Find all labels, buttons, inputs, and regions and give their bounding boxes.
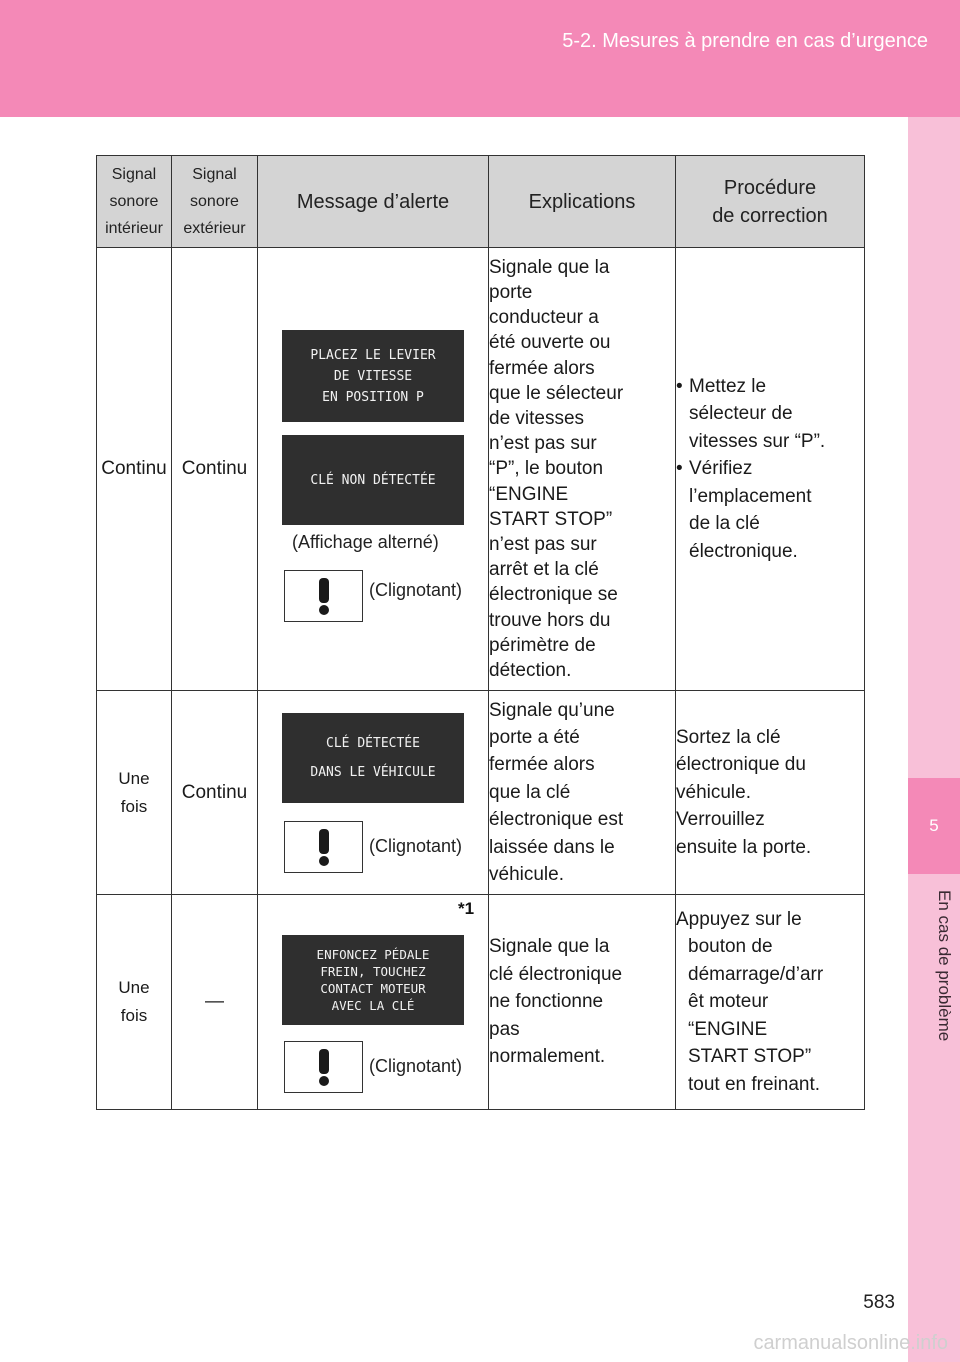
explanation-line: véhicule. (489, 864, 564, 886)
procedure-line: électronique. (689, 540, 798, 562)
explanation-line: Signale que la (489, 256, 610, 278)
section-title: 5-2. Mesures à prendre en cas d’urgence (562, 30, 928, 52)
explanation-line: que la clé (489, 781, 571, 803)
page-number: 583 (863, 1292, 895, 1313)
explanation-line: périmètre de (489, 634, 596, 656)
procedure-line: tout en freinant. (688, 1073, 821, 1095)
message-cell (258, 691, 489, 895)
blink-note: (Clignotant) (369, 1056, 463, 1076)
header-procedure-line: de correction (712, 204, 828, 227)
procedure-line: êt moteur (688, 991, 769, 1013)
blink-note: (Clignotant) (369, 836, 463, 856)
exterior-signal-cell: Continu (172, 691, 258, 895)
warning-exclamation-icon (307, 827, 341, 867)
table-row (97, 248, 865, 691)
warning-exclamation-icon (307, 1047, 341, 1087)
explanation-line: porte (489, 281, 533, 303)
warning-indicator (284, 1041, 363, 1093)
warning-exclamation-icon (307, 576, 341, 616)
lcd-display (282, 435, 464, 525)
procedure-cell (676, 895, 865, 1110)
explanation-line: “P”, le bouton (489, 458, 604, 480)
procedure-bullet (676, 455, 864, 565)
explanation-cell (489, 895, 676, 1110)
table-row (97, 895, 865, 1110)
footnote-mark: *1 (458, 899, 475, 918)
explanation-line: que le sélecteur (489, 382, 624, 404)
header-message (258, 156, 489, 248)
lcd-line: CONTACT MOTEUR (320, 981, 426, 996)
explanation-line: “ENGINE (489, 483, 569, 505)
lcd-line: EN POSITION P (322, 389, 424, 405)
lcd-display (282, 330, 464, 422)
header-exterior-line: extérieur (183, 220, 246, 237)
header-procedure-line: Procédure (723, 176, 817, 199)
explanation-line: Signale qu’une (489, 699, 615, 721)
procedure-cell (676, 691, 865, 895)
procedure-line: Vérifiez (689, 458, 753, 480)
lcd-line: PLACEZ LE LEVIER (310, 347, 436, 363)
explanation-line: n’est pas sur (489, 433, 597, 455)
header-exterior (172, 156, 258, 248)
procedure-line: sélecteur de (689, 403, 793, 425)
header-exterior-line: sonore (190, 193, 239, 210)
procedure-line: électronique du (676, 754, 806, 776)
interior-signal-cell (97, 895, 172, 1110)
header-explanations (489, 156, 676, 248)
warning-table (96, 155, 865, 1110)
procedure-line: l’emplacement (689, 485, 812, 507)
interior-signal-line: Une (118, 768, 150, 788)
side-tab-number: 5 (908, 778, 960, 874)
header-message-label: Message d’alerte (296, 190, 450, 213)
header-procedure (676, 156, 865, 248)
header-interior-line: intérieur (105, 220, 163, 237)
explanation-line: START STOP” (489, 508, 613, 530)
explanation-line: de vitesses (489, 407, 585, 429)
procedure-cell (676, 248, 865, 691)
procedure-line: Sortez la clé (676, 726, 781, 748)
alternate-note: (Affichage alterné) (292, 532, 439, 552)
lcd-line: CLÉ DÉTECTÉE (326, 736, 420, 751)
exterior-signal-cell: Continu (172, 248, 258, 691)
explanation-line: conducteur a (489, 307, 599, 329)
procedure-line: vitesses sur “P”. (689, 430, 826, 452)
procedure-line: bouton de (688, 936, 773, 958)
explanation-cell (489, 691, 676, 895)
interior-signal-line: fois (120, 1006, 148, 1025)
lcd-line: DE VITESSE (333, 368, 413, 384)
header-explanations-label: Explications (528, 190, 636, 213)
side-tab-label: En cas de problème (935, 890, 954, 1042)
lcd-display (282, 935, 464, 1025)
procedure-line: START STOP” (688, 1046, 812, 1068)
procedure-line: Appuyez sur le (676, 909, 802, 931)
explanation-line: ne fonctionne (489, 991, 604, 1013)
interior-signal-cell (97, 691, 172, 895)
explanation-line: fermée alors (489, 754, 595, 776)
explanation-line: laissée dans le (489, 836, 615, 858)
explanation-line: clé électronique (489, 963, 623, 985)
interior-signal-line: fois (120, 796, 148, 816)
procedure-line: démarrage/d’arr (688, 963, 824, 985)
explanation-line: électronique est (489, 809, 624, 831)
interior-signal-cell: Continu (97, 248, 172, 691)
explanation-line: n’est pas sur (489, 534, 597, 555)
message-cell (258, 895, 489, 1110)
warning-indicator (284, 570, 363, 622)
header-interior (97, 156, 172, 248)
header-interior-line: sonore (109, 193, 159, 210)
explanation-line: détection. (489, 660, 572, 682)
lcd-display (282, 713, 464, 803)
table-header-row (97, 156, 865, 248)
procedure-line: Mettez le (689, 376, 767, 398)
message-cell (258, 248, 489, 691)
explanation-line: normalement. (489, 1046, 606, 1068)
exterior-signal-cell: — (172, 895, 258, 1110)
warning-indicator (284, 821, 363, 873)
explanation-line: électronique se (489, 584, 618, 606)
explanation-cell (489, 248, 676, 691)
blink-note: (Clignotant) (369, 580, 463, 600)
bullet-dot: • (676, 376, 683, 398)
watermark: carmanualsonline.info (753, 1332, 948, 1354)
explanation-line: arrêt et la clé (489, 559, 599, 581)
procedure-line: ensuite la porte. (676, 836, 812, 858)
explanation-line: été ouverte ou (489, 332, 611, 354)
explanation-line: Signale que la (489, 936, 610, 958)
side-tab (908, 117, 960, 1362)
procedure-line: de la clé (689, 513, 760, 535)
procedure-line: Verrouillez (676, 809, 765, 831)
explanation-line: pas (489, 1018, 520, 1040)
lcd-line: CLÉ NON DÉTECTÉE (310, 472, 436, 488)
explanation-line: trouve hors du (489, 609, 611, 631)
bullet-dot: • (676, 458, 683, 480)
procedure-line: “ENGINE (688, 1018, 768, 1040)
lcd-line: AVEC LA CLÉ (331, 998, 415, 1013)
explanation-line: porte a été (489, 726, 580, 748)
table-row (97, 691, 865, 895)
lcd-line: DANS LE VÉHICULE (310, 765, 436, 780)
procedure-line: véhicule. (676, 781, 751, 803)
procedure-bullet (676, 373, 864, 455)
header-band (0, 0, 960, 117)
header-interior-line: Signal (111, 166, 157, 183)
lcd-line: FREIN, TOUCHEZ (320, 964, 426, 979)
interior-signal-line: Une (118, 978, 150, 997)
lcd-line: ENFONCEZ PÉDALE (316, 947, 430, 962)
header-exterior-line: Signal (192, 166, 237, 183)
explanation-line: fermée alors (489, 357, 595, 379)
